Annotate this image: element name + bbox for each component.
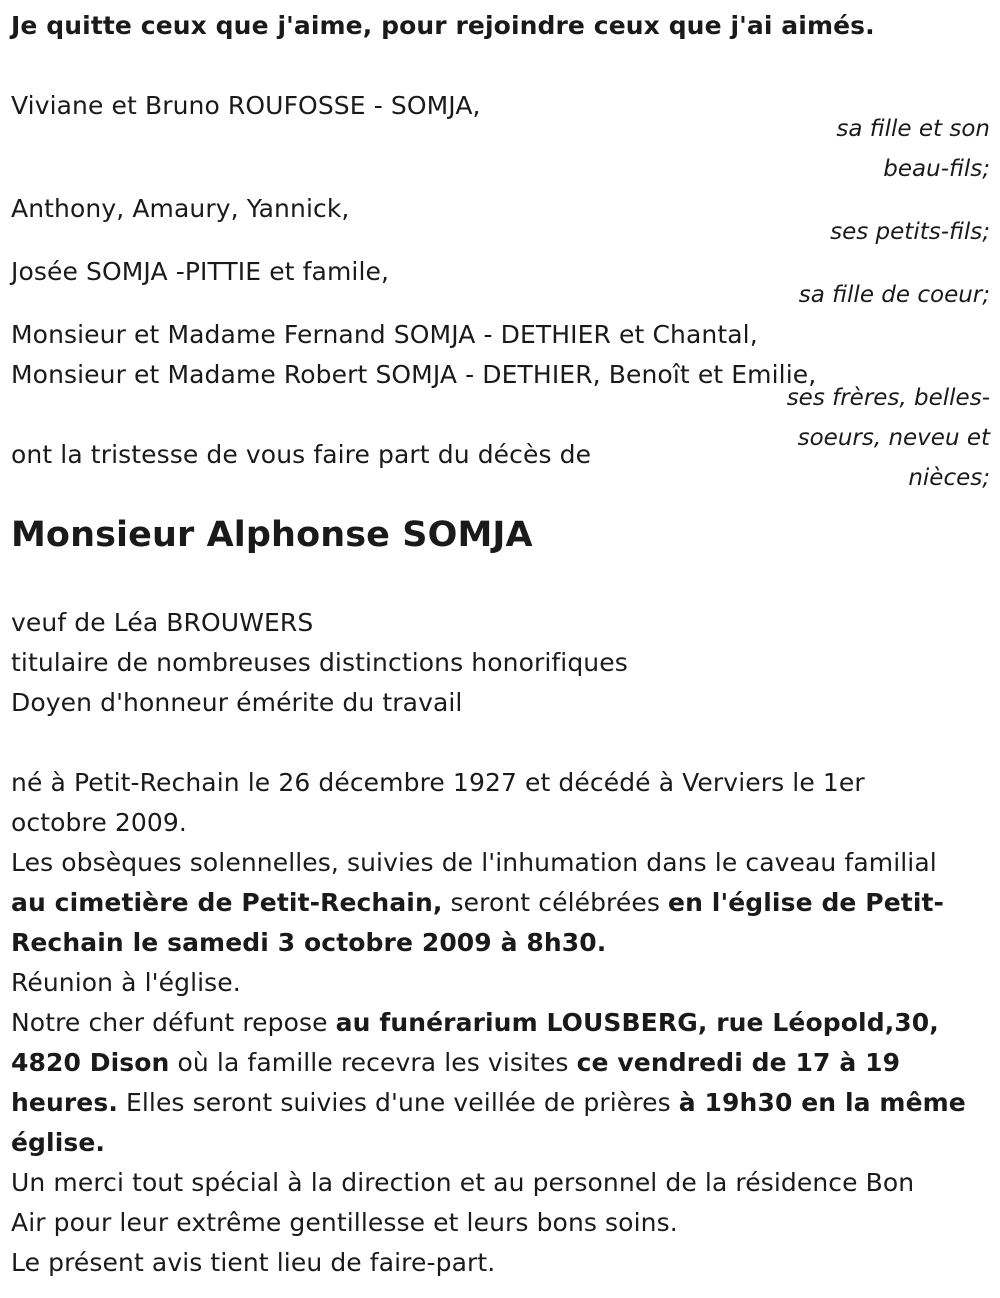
birth-line-2: octobre 2009. <box>11 808 187 837</box>
cemetery-location: au cimetière de Petit-Rechain, <box>11 888 443 917</box>
rest-line-1 <box>11 1003 939 1043</box>
relation-siblings-2: soeurs, neveu et <box>797 425 990 451</box>
family-line-daughter: Viviane et Bruno ROUFOSSE - SOMJA, <box>11 91 481 120</box>
rest-line-3 <box>11 1083 966 1123</box>
relation-daughter-1: sa fille et son <box>836 116 990 142</box>
funerarium-address: au funérarium LOUSBERG, rue Léopold,30, <box>335 1008 939 1037</box>
funeral-connector: seront célébrées <box>442 888 669 917</box>
funeral-line-2 <box>11 883 944 923</box>
visits-time: ce vendredi de 17 à 19 <box>576 1048 901 1077</box>
relation-siblings-3: nièces; <box>908 465 990 491</box>
church-location: en l'église de Petit- <box>668 888 945 917</box>
relation-heart-daughter: sa fille de coeur; <box>798 282 990 308</box>
deceased-name: Monsieur Alphonse SOMJA <box>11 515 533 555</box>
vigil-location: église. <box>11 1128 106 1157</box>
vigil-intro: Elles seront suivies d'une veillée de prières <box>117 1088 679 1117</box>
detail-dean: Doyen d'honneur émérite du travail <box>11 688 463 717</box>
visits-time-end: heures. <box>11 1088 118 1117</box>
funerarium-city: 4820 Dison <box>11 1048 170 1077</box>
thanks-line-1: Un merci tout spécial à la direction et au personnel de la résidence Bon <box>11 1168 915 1197</box>
thanks-line-2: Air pour leur extrême gentillesse et leurs bons soins. <box>11 1208 678 1237</box>
vigil-time: à 19h30 en la même <box>678 1088 966 1117</box>
family-line-brother-fernand: Monsieur et Madame Fernand SOMJA - DETHIER et Chantal, <box>11 320 758 349</box>
detail-distinctions: titulaire de nombreuses distinctions honorifiques <box>11 648 628 677</box>
epigraph: Je quitte ceux que j'aime, pour rejoindre ceux que j'ai aimés. <box>11 11 875 40</box>
closing-note: Le présent avis tient lieu de faire-part. <box>11 1248 496 1277</box>
relation-grandsons: ses petits-fils; <box>830 219 990 245</box>
birth-line-1: né à Petit-Rechain le 26 décembre 1927 et décédé à Verviers le 1er <box>11 768 865 797</box>
relation-daughter-2: beau-fils; <box>883 156 990 182</box>
funeral-date: Rechain le samedi 3 octobre 2009 à 8h30. <box>11 928 607 957</box>
announcement: ont la tristesse de vous faire part du décès de <box>11 440 592 469</box>
rest-intro: Notre cher défunt repose <box>11 1008 336 1037</box>
visits-intro: où la famille recevra les visites <box>169 1048 577 1077</box>
family-line-brother-robert: Monsieur et Madame Robert SOMJA - DETHIER, Benoît et Emilie, <box>11 360 817 389</box>
family-line-heart-daughter: Josée SOMJA -PITTIE et famile, <box>11 257 390 286</box>
reunion-note: Réunion à l'église. <box>11 968 241 997</box>
rest-line-2 <box>11 1043 900 1083</box>
family-line-grandsons: Anthony, Amaury, Yannick, <box>11 194 350 223</box>
detail-widower: veuf de Léa BROUWERS <box>11 608 314 637</box>
relation-siblings-1: ses frères, belles- <box>786 385 990 411</box>
funeral-line-1: Les obsèques solennelles, suivies de l'inhumation dans le caveau familial <box>11 848 937 877</box>
